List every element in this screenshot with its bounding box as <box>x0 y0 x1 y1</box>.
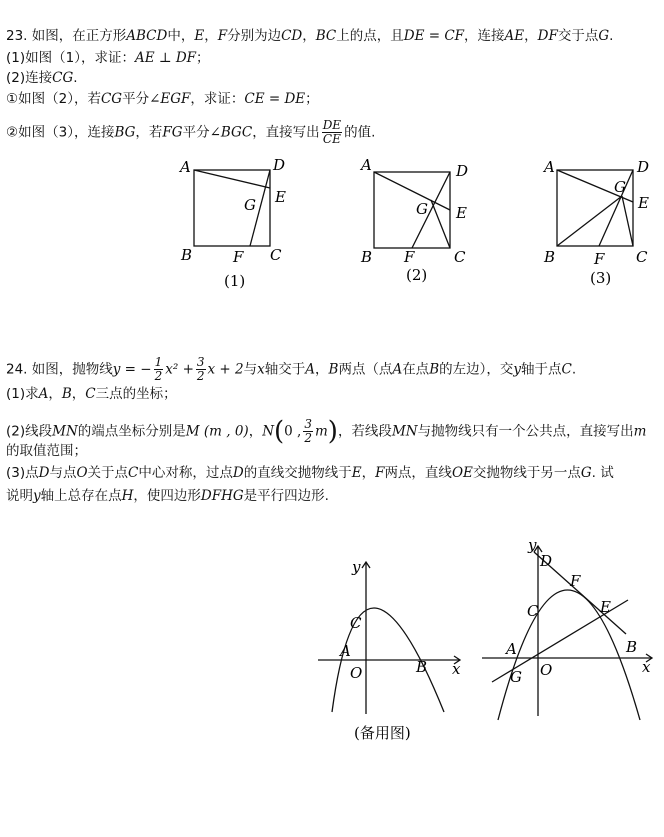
text: ，连接 <box>464 28 505 44</box>
text: 平分 <box>122 91 150 107</box>
caption-3: (3) <box>590 269 612 287</box>
q24-line5 <box>6 463 614 483</box>
quadrilateral: DFHG <box>200 488 244 504</box>
point-g: G <box>598 28 610 44</box>
text: ①如图（2），若 <box>6 91 101 107</box>
q23-line4 <box>6 89 319 109</box>
var-m: m <box>314 423 328 440</box>
label-f: F <box>594 250 605 268</box>
text: (2)连接 <box>6 70 53 86</box>
segment-mn: MN <box>52 423 78 440</box>
text: 两点，直线 <box>384 465 452 481</box>
expression: AE ⊥ DF <box>134 50 197 66</box>
point-a: A <box>38 386 49 402</box>
text: . <box>571 361 577 378</box>
text: 说明 <box>6 488 33 504</box>
denominator: 2 <box>304 431 312 445</box>
label-f: F <box>404 248 415 266</box>
label-b: B <box>626 638 638 656</box>
text: 交抛物线于另一点 <box>472 465 581 481</box>
equation-tail: x + 2 <box>207 361 244 378</box>
fig2-square <box>374 172 450 248</box>
text: 中心对称，过点 <box>138 465 233 481</box>
point-n: N <box>262 423 274 440</box>
label-c: C <box>527 602 539 620</box>
var-x: x <box>257 361 265 378</box>
point-m: M (m , 0) <box>185 423 249 440</box>
label-d: D <box>540 552 553 570</box>
label-o: O <box>350 664 363 682</box>
q24-line2 <box>6 384 177 404</box>
q23-line2 <box>6 48 210 68</box>
denominator: 2 <box>154 369 163 383</box>
segment-df: DF <box>537 28 558 44</box>
text: 三点的坐标； <box>95 386 177 402</box>
text: ，若 <box>135 124 163 141</box>
point-e: E <box>351 465 362 481</box>
text: 关于点 <box>87 465 129 481</box>
caption-2: (2) <box>406 266 428 284</box>
square-name: ABCD <box>126 28 168 44</box>
label-a: A <box>340 642 351 660</box>
label-e: E <box>600 598 611 616</box>
label-f: F <box>233 248 244 266</box>
fraction-1-2 <box>154 356 164 383</box>
question-number: 23. <box>6 28 32 44</box>
text: ， <box>524 28 538 44</box>
paren-open: ( <box>274 416 285 447</box>
fig2-cg <box>431 200 450 248</box>
label-e: E <box>456 204 467 222</box>
text: 轴于点 <box>521 361 562 378</box>
var-y: y <box>513 361 521 378</box>
point-b: B <box>61 386 72 402</box>
text: 是平行四边形. <box>243 488 329 504</box>
point-h: H <box>121 488 134 504</box>
q24-line6 <box>6 486 329 506</box>
segment-fg: FG <box>162 124 183 141</box>
label-g: G <box>614 178 626 196</box>
label-a: A <box>180 158 191 176</box>
point-f: F <box>375 465 385 481</box>
label-a: A <box>361 156 372 174</box>
label-b: B <box>361 248 373 266</box>
label-f: F <box>570 572 581 590</box>
fig3-bg <box>557 196 622 246</box>
segment-cd: CD <box>281 28 303 44</box>
label-y: y <box>528 536 537 554</box>
fig3-cg <box>622 196 633 246</box>
segment-cg: CG <box>52 70 74 86</box>
numerator: 3 <box>196 355 205 369</box>
q23-line3 <box>6 68 78 88</box>
label-e: E <box>638 194 649 212</box>
label-b: B <box>544 248 556 266</box>
point-e: E <box>194 28 205 44</box>
text: 分别为边 <box>227 28 282 44</box>
text: ， <box>71 386 86 402</box>
text: ②如图（3），连接 <box>6 124 115 141</box>
label-o: O <box>540 661 553 679</box>
equation-mid: x² + <box>165 361 194 378</box>
point-g: G <box>580 465 592 481</box>
segment-ae: AE <box>504 28 525 44</box>
text: 轴交于 <box>264 361 306 378</box>
label-a: A <box>506 640 517 658</box>
text: (1)如图（1），求证： <box>6 50 135 66</box>
text: (3)点 <box>6 465 39 481</box>
fig1-square <box>194 170 270 246</box>
text: ； <box>305 91 319 107</box>
fraction-de-ce <box>322 119 342 146</box>
label-a: A <box>544 158 555 176</box>
text: 的端点坐标分别是 <box>77 423 186 440</box>
text: (1)求 <box>6 386 39 402</box>
var-y: y <box>33 488 41 504</box>
fraction-3-2 <box>196 356 206 383</box>
label-g: G <box>510 668 522 686</box>
spare-figure-caption: (备用图) <box>354 724 411 742</box>
label-y: y <box>352 558 361 576</box>
segment-bc: BC <box>315 28 337 44</box>
point-a: A <box>392 361 403 378</box>
text: ； <box>196 50 210 66</box>
numerator: DE <box>322 118 342 132</box>
text: 轴上总存在点 <box>40 488 122 504</box>
point-f: F <box>217 28 228 44</box>
text: . <box>73 70 78 86</box>
numerator: 3 <box>304 417 312 431</box>
coord: 0 , <box>284 423 302 440</box>
numerator: 1 <box>154 355 163 369</box>
text: ，使四边形 <box>133 488 201 504</box>
text: ， <box>361 465 376 481</box>
label-d: D <box>637 158 650 176</box>
point-c: C <box>85 386 96 402</box>
caption-1: (1) <box>224 272 246 290</box>
point-d: D <box>38 465 50 481</box>
label-c: C <box>454 248 466 266</box>
q24-line4 <box>6 441 87 461</box>
denominator: 2 <box>196 369 205 383</box>
text: ， <box>204 28 218 44</box>
text: 与抛物线只有一个公共点，直接写出 <box>417 423 634 440</box>
text: 与点 <box>49 465 77 481</box>
text: 平分 <box>182 124 210 141</box>
q24-graphs <box>0 530 664 760</box>
expression: CE = DE <box>244 91 306 107</box>
text: ，若线段 <box>337 423 392 440</box>
point-c: C <box>561 361 572 378</box>
label-c: C <box>350 614 362 632</box>
label-b: B <box>416 658 428 676</box>
text: (2)线段 <box>6 423 53 440</box>
point-a: A <box>305 361 316 378</box>
q24-line1 <box>6 356 576 383</box>
paren-close: ) <box>327 416 338 447</box>
segment-mn: MN <box>391 423 418 440</box>
angle: ∠EGF <box>149 91 191 107</box>
text: ，求证： <box>190 91 245 107</box>
text: 如图，抛物线 <box>31 361 113 378</box>
text: . <box>609 28 614 44</box>
segment-bg: BG <box>114 124 136 141</box>
label-c: C <box>636 248 648 266</box>
point-b: B <box>429 361 440 378</box>
label-d: D <box>273 156 286 174</box>
fraction-3-2 <box>303 418 313 445</box>
text: ， <box>315 361 329 378</box>
label-d: D <box>456 162 469 180</box>
angle: ∠BGC <box>209 124 253 141</box>
q23-line1 <box>6 26 613 46</box>
text: 的值. <box>344 124 376 141</box>
text: 中， <box>167 28 195 44</box>
right-parabola <box>498 590 640 720</box>
text: 与 <box>243 361 258 378</box>
equation-lhs: y = − <box>112 361 152 378</box>
label-e: E <box>275 188 286 206</box>
point-b: B <box>328 361 339 378</box>
text: ，直接写出 <box>252 124 320 141</box>
fig2-ae <box>374 172 450 210</box>
label-g: G <box>244 196 256 214</box>
text: 上的点，且 <box>336 28 404 44</box>
q23-figures <box>0 150 664 300</box>
label-x: x <box>452 660 461 678</box>
question-number: 24. <box>6 361 32 378</box>
segment-cg: CG <box>100 91 123 107</box>
text: 交于点 <box>557 28 599 44</box>
denominator: CE <box>322 132 341 146</box>
label-x: x <box>642 658 651 676</box>
point-d: D <box>232 465 244 481</box>
text: ， <box>48 386 62 402</box>
text: 在点 <box>402 361 430 378</box>
text: 的取值范围； <box>6 443 87 459</box>
label-b: B <box>181 246 193 264</box>
label-g: G <box>416 200 428 218</box>
var-m: m <box>633 423 647 440</box>
point-o: O <box>76 465 88 481</box>
text: 两点（点 <box>338 361 393 378</box>
line-oe: OE <box>451 465 473 481</box>
label-c: C <box>270 246 282 264</box>
text: 如图，在正方形 <box>31 28 127 44</box>
text: . 试 <box>591 465 614 481</box>
q23-line5 <box>6 119 375 146</box>
text: ， <box>248 423 263 440</box>
fig1-ae <box>194 170 270 188</box>
text: 的直线交抛物线于 <box>243 465 352 481</box>
point-c: C <box>128 465 139 481</box>
equation: DE = CF <box>403 28 465 44</box>
text: ， <box>302 28 316 44</box>
text: 的左边），交 <box>439 361 514 378</box>
q24-line3 <box>6 418 646 445</box>
